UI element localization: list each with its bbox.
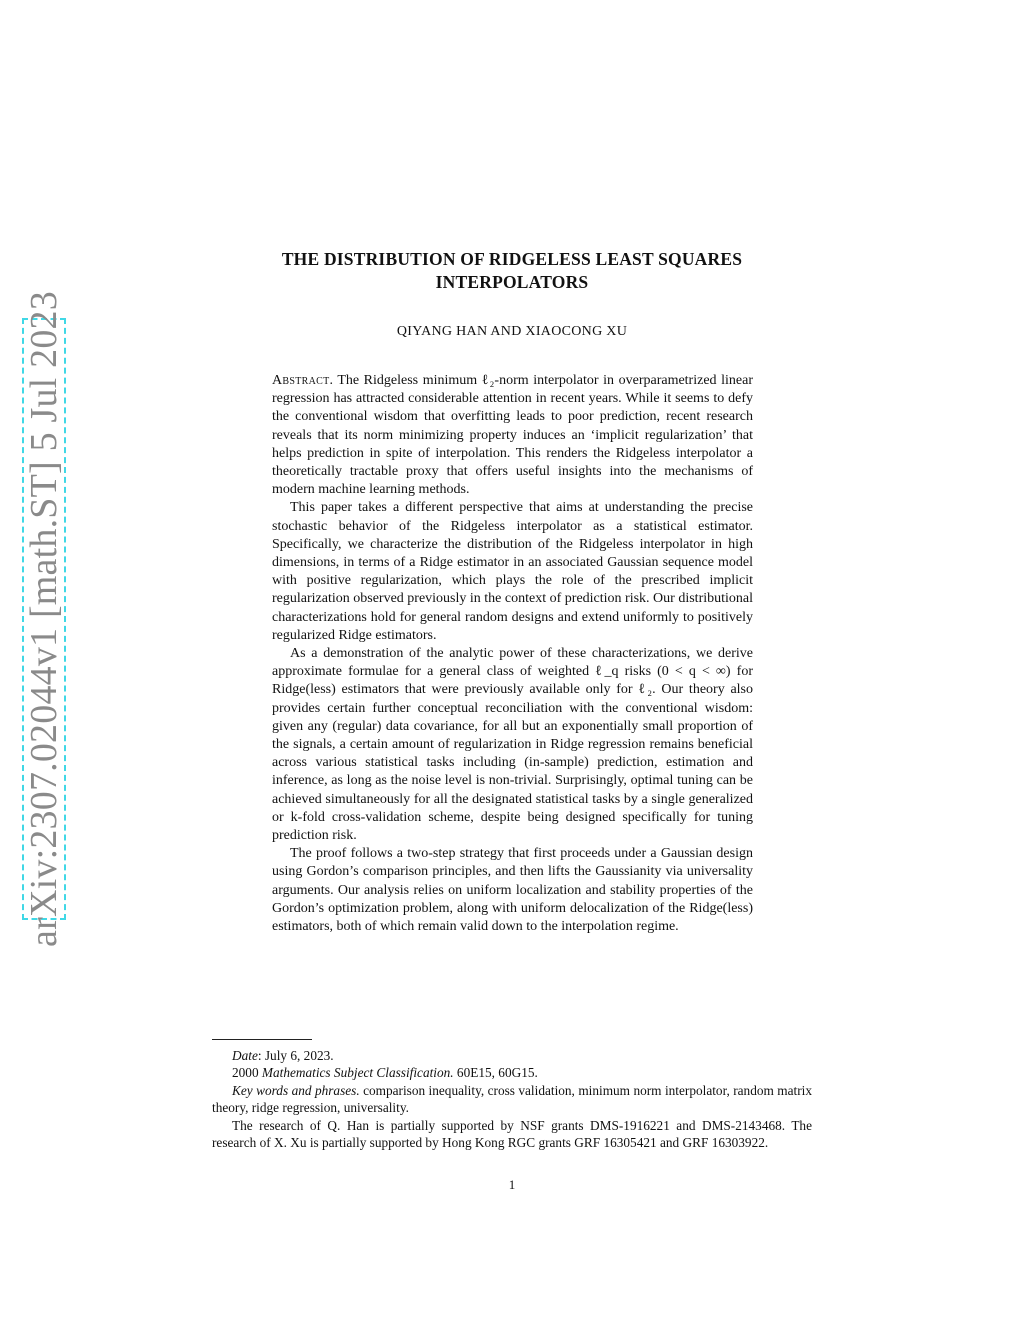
page-number: 1 bbox=[508, 1177, 516, 1192]
paper-title bbox=[240, 248, 784, 294]
footnote-funding: The research of Q. Han is partially supported by NSF grants DMS-1916221 and DMS-2143468. The research of X. Xu is partially supported by Hong Kong RGC grants GRF 16305421 and GRF 16303922. bbox=[212, 1117, 812, 1151]
abstract-paragraph-3: As a demonstration of the analytic power of these characterizations, we derive approximate formulae for a general class of weighted ℓ_q risks (0 < q < ∞) for Ridge(less) estimators that were previously available only for ℓ₂. Our theory also provides certain further conceptual reconciliation with the conventional wisdom: given any (regular) data covariance, for all but an exponentially small proportion of the signals, a certain amount of regularization in Ridge regression remains beneficial across various statistical tasks including (in-sample) prediction, estimation and inference, as long as the noise level is non-trivial. Surprisingly, optimal tuning can be achieved simultaneously for all the designated statistical tasks by a single generalized or k-fold cross-validation scheme, despite being designed specifically for tuning prediction risk. bbox=[272, 646, 753, 844]
arxiv-identifier: arXiv:2307.02044v1 [math.ST] 5 Jul 2023 bbox=[23, 291, 65, 947]
title-line-2: INTERPOLATORS bbox=[435, 272, 589, 292]
abstract-paragraph-2: This paper takes a different perspective that aims at understanding the precise stochastic behavior of the Ridgeless interpolator as a statistical estimator. Specifically, we characterize the distribution of the Ridgeless interpolator in high dimensions, in terms of a Ridge estimator in an associated Gaussian sequence model with positive regularization, which plays the role of the prescribed implicit regularization observed previously in the context of prediction risk. Our distributional characterizations hold for general random designs and extend uniformly to positively regularized Ridge estimators. bbox=[272, 500, 753, 643]
abstract bbox=[272, 372, 753, 936]
footnotes bbox=[212, 1047, 812, 1151]
abstract-paragraph-1: Abstract. The Ridgeless minimum ℓ₂-norm interpolator in overparametrized linear regression has attracted considerable attention in recent years. While it seems to defy the conventional wisdom that overfitting leads to poor prediction, recent research reveals that its norm minimizing property induces an ‘implicit regularization’ that helps prediction in spite of interpolation. This renders the Ridgeless interpolator a theoretically tractable proxy that offers useful insights into the mechanisms of modern machine learning methods. bbox=[272, 373, 753, 498]
footnote-keywords: Key words and phrases. comparison inequality, cross validation, minimum norm interpolator, random matrix theory, ridge regression, universality. bbox=[212, 1082, 812, 1116]
abstract-heading: Abstract. bbox=[272, 373, 334, 388]
footnote-rule bbox=[212, 1039, 312, 1040]
abstract-paragraph-4: The proof follows a two-step strategy that first proceeds under a Gaussian design using Gordon’s comparison principles, and then lifts the Gaussianity via universality arguments. Our analysis relies on uniform localization and stability properties of the Gordon’s optimization problem, along with uniform delocalization of the Ridge(less) estimators, both of which remain valid down to the interpolation regime. bbox=[272, 846, 753, 935]
footnote-msc: 2000 Mathematics Subject Classification. 60E15, 60G15. bbox=[232, 1065, 538, 1081]
arxiv-side-stamp bbox=[22, 291, 66, 947]
title-line-1: THE DISTRIBUTION OF RIDGELESS LEAST SQUARES bbox=[281, 249, 743, 269]
footnote-date: Date: July 6, 2023. bbox=[232, 1048, 334, 1063]
authors: QIYANG HAN AND XIAOCONG XU bbox=[396, 324, 628, 339]
